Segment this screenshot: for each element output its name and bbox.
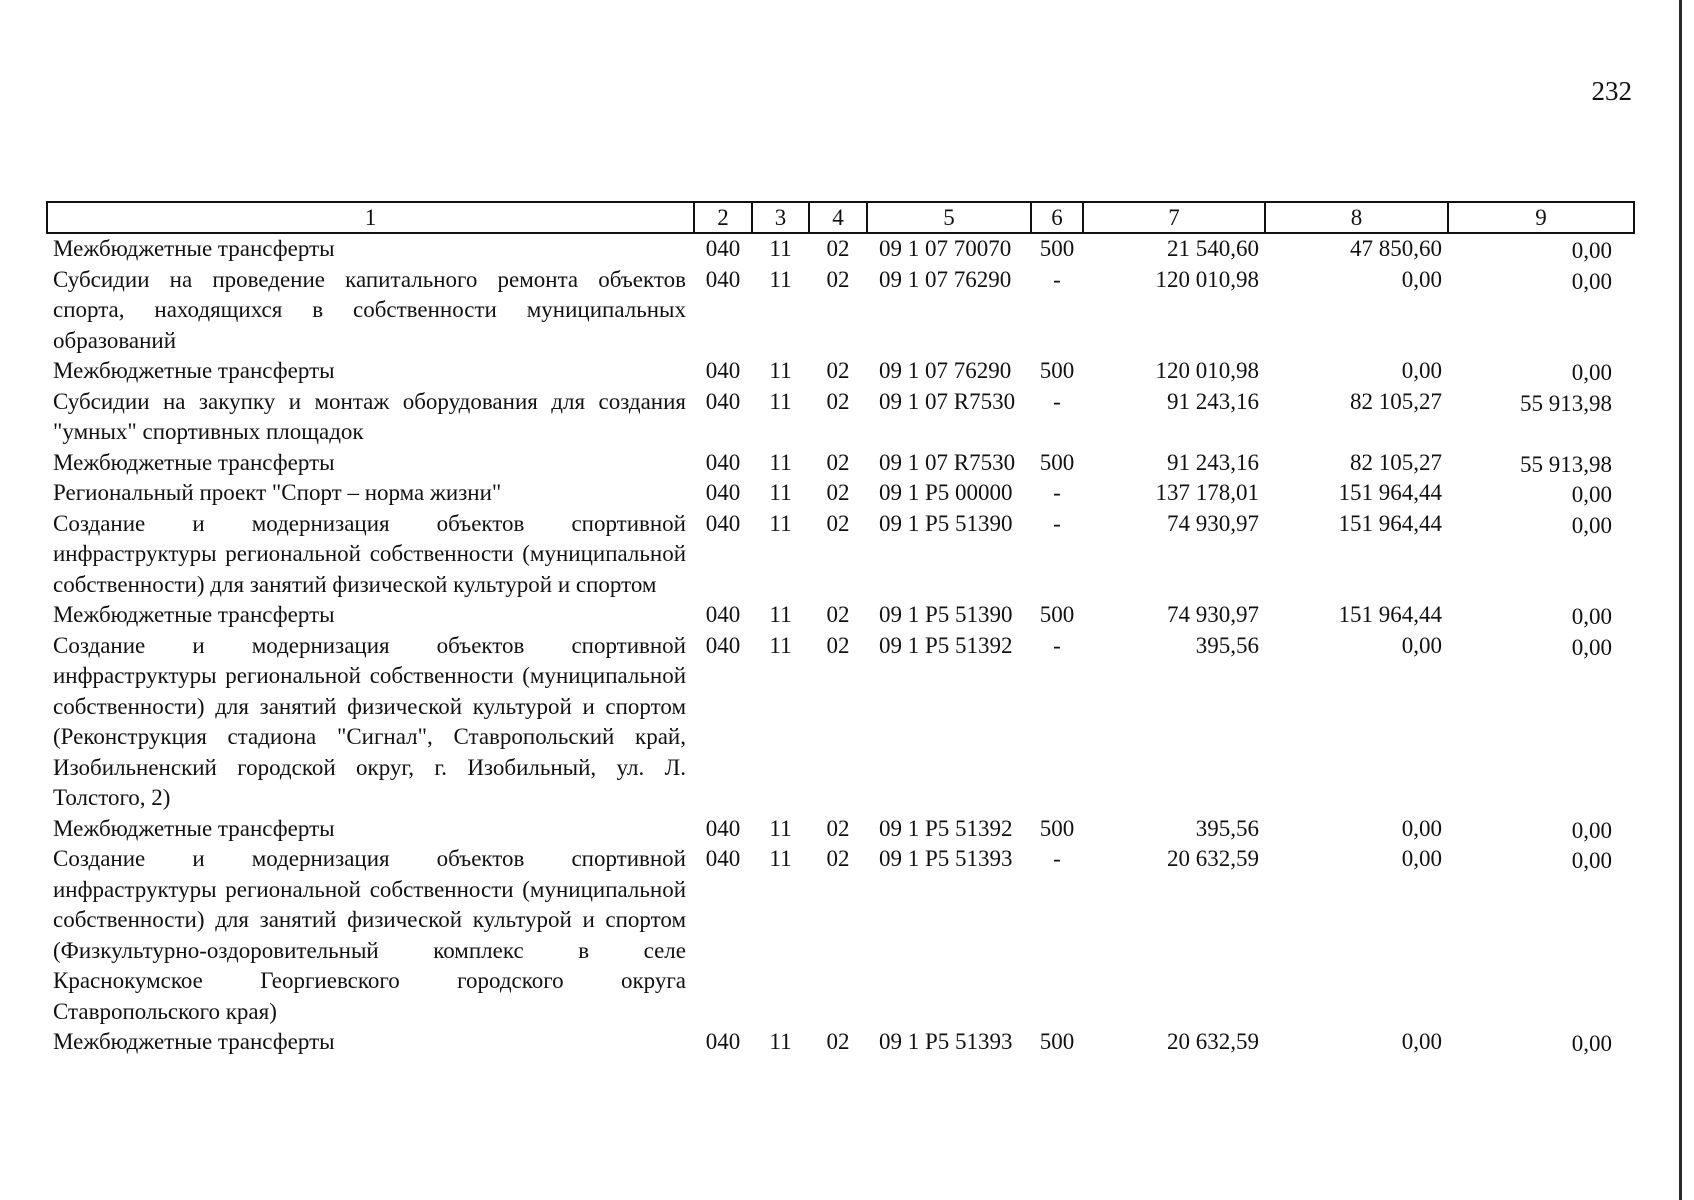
row-target-article: 09 1 P5 51393 xyxy=(879,846,1013,871)
row-description: Региональный проект "Спорт – норма жизни" xyxy=(53,480,502,505)
row-target-article: 09 1 07 R7530 xyxy=(879,388,1016,414)
row-subsection-code: 02 xyxy=(826,480,850,505)
row-ministry-code: 040 xyxy=(705,1029,741,1054)
row-target-article: 09 1 07 76290 xyxy=(879,266,1012,292)
column-header: 8 xyxy=(1265,202,1448,233)
row-description: Субсидии на закупку и монтаж оборудования для создания "умных" спортивных площадок xyxy=(53,388,686,444)
row-amount-year-3: 0,00 xyxy=(1571,268,1612,294)
row-expense-type: 500 xyxy=(1039,1029,1075,1054)
row-target-article: 09 1 07 70070 xyxy=(879,236,1012,261)
row-description: Межбюджетные трансферты xyxy=(53,236,335,261)
row-amount-year-2: 0,00 xyxy=(1401,846,1442,871)
column-header: 6 xyxy=(1031,202,1083,233)
row-target-article: 09 1 07 R7530 xyxy=(879,449,1016,475)
row-expense-type: 500 xyxy=(1039,358,1075,383)
row-expense-type: 500 xyxy=(1039,449,1075,475)
row-subsection-code: 02 xyxy=(826,632,850,658)
row-amount-year-3: 0,00 xyxy=(1571,634,1612,660)
row-ministry-code: 040 xyxy=(705,236,741,261)
row-amount-year-3: 0,00 xyxy=(1571,512,1612,538)
row-target-article: 09 1 P5 51393 xyxy=(879,1029,1013,1054)
column-header: 9 xyxy=(1448,202,1634,233)
row-subsection-code: 02 xyxy=(826,449,850,475)
row-amount-year-3: 0,00 xyxy=(1571,1031,1612,1056)
row-subsection-code: 02 xyxy=(826,510,850,536)
row-section-code: 11 xyxy=(769,815,792,841)
column-header: 2 xyxy=(694,202,752,233)
row-target-article: 09 1 P5 51392 xyxy=(879,632,1013,658)
row-expense-type: - xyxy=(1053,510,1061,536)
scan-edge-line xyxy=(1679,0,1682,1200)
row-amount-year-2: 151 964,44 xyxy=(1338,602,1442,627)
row-expense-type: 500 xyxy=(1039,236,1075,261)
table-row xyxy=(47,600,1634,631)
row-ministry-code: 040 xyxy=(705,632,741,658)
row-section-code: 11 xyxy=(769,1029,792,1054)
row-amount-year-2: 151 964,44 xyxy=(1338,480,1442,505)
row-description: Межбюджетные трансферты xyxy=(53,1029,335,1054)
row-amount-year-1: 91 243,16 xyxy=(1167,388,1259,414)
row-amount-year-3: 0,00 xyxy=(1571,360,1612,385)
row-amount-year-1: 91 243,16 xyxy=(1167,449,1259,475)
row-ministry-code: 040 xyxy=(705,846,741,871)
row-description: Создание и модернизация объектов спортивной инфраструктуры региональной собственности (муниципальной собственности) для занятий физической культурой и спортом (Реконструкция стадиона "Сигнал", Ставропольский край, Изобильненский городской округ, г. Изобильный, ул. Л. Толстого, 2) xyxy=(53,632,686,810)
row-subsection-code: 02 xyxy=(826,236,850,261)
row-subsection-code: 02 xyxy=(826,846,850,871)
row-amount-year-1: 21 540,60 xyxy=(1167,236,1259,261)
row-expense-type: - xyxy=(1053,388,1061,414)
row-description: Создание и модернизация объектов спортивной инфраструктуры региональной собственности (муниципальной собственности) для занятий физической культурой и спортом (Физкультурно-оздоровительный комплекс в селе Краснокумское Георгиевского городского округа Ставропольского края) xyxy=(53,846,686,1024)
row-amount-year-3: 0,00 xyxy=(1571,482,1612,507)
row-section-code: 11 xyxy=(769,602,792,627)
row-amount-year-1: 120 010,98 xyxy=(1155,358,1259,383)
table-row xyxy=(47,233,1634,265)
row-subsection-code: 02 xyxy=(826,602,850,627)
row-description: Межбюджетные трансферты xyxy=(53,815,335,841)
row-amount-year-1: 395,56 xyxy=(1195,632,1259,658)
row-ministry-code: 040 xyxy=(705,358,741,383)
row-amount-year-2: 0,00 xyxy=(1401,1029,1442,1054)
row-amount-year-1: 120 010,98 xyxy=(1155,266,1259,292)
table-row xyxy=(47,448,1634,479)
row-expense-type: - xyxy=(1053,846,1061,871)
row-amount-year-2: 0,00 xyxy=(1401,815,1442,841)
row-description: Межбюджетные трансферты xyxy=(53,449,335,475)
row-description: Субсидии на проведение капитального ремонта объектов спорта, находящихся в собственности муниципальных образований xyxy=(53,266,686,353)
row-expense-type: 500 xyxy=(1039,815,1075,841)
header-row xyxy=(47,202,1634,233)
row-subsection-code: 02 xyxy=(826,388,850,414)
row-expense-type: - xyxy=(1053,480,1061,505)
row-ministry-code: 040 xyxy=(705,480,741,505)
column-header: 5 xyxy=(867,202,1031,233)
row-amount-year-3: 55 913,98 xyxy=(1520,451,1612,477)
row-subsection-code: 02 xyxy=(826,358,850,383)
budget-table xyxy=(46,201,1635,1058)
row-section-code: 11 xyxy=(769,358,792,383)
row-amount-year-3: 0,00 xyxy=(1571,848,1612,873)
row-expense-type: 500 xyxy=(1039,602,1075,627)
row-amount-year-1: 137 178,01 xyxy=(1155,480,1259,505)
row-target-article: 09 1 07 76290 xyxy=(879,358,1012,383)
page-number: 232 xyxy=(1591,76,1632,106)
table-row xyxy=(47,509,1634,601)
row-section-code: 11 xyxy=(769,480,792,505)
row-target-article: 09 1 P5 00000 xyxy=(879,480,1013,505)
row-section-code: 11 xyxy=(769,388,792,414)
row-description: Создание и модернизация объектов спортивной инфраструктуры региональной собственности (муниципальной собственности) для занятий физической культурой и спортом xyxy=(53,510,686,597)
row-ministry-code: 040 xyxy=(705,510,741,536)
row-amount-year-3: 0,00 xyxy=(1571,238,1612,263)
row-target-article: 09 1 P5 51390 xyxy=(879,510,1013,536)
row-subsection-code: 02 xyxy=(826,266,850,292)
row-amount-year-1: 20 632,59 xyxy=(1167,846,1259,871)
column-header: 3 xyxy=(752,202,809,233)
table-row xyxy=(47,814,1634,845)
row-ministry-code: 040 xyxy=(705,815,741,841)
row-ministry-code: 040 xyxy=(705,602,741,627)
row-section-code: 11 xyxy=(769,632,792,658)
row-subsection-code: 02 xyxy=(826,1029,850,1054)
row-target-article: 09 1 P5 51390 xyxy=(879,602,1013,627)
table-row xyxy=(47,1027,1634,1058)
row-amount-year-2: 0,00 xyxy=(1401,266,1442,292)
row-subsection-code: 02 xyxy=(826,815,850,841)
row-section-code: 11 xyxy=(769,449,792,475)
row-amount-year-1: 74 930,97 xyxy=(1167,510,1259,536)
table-row xyxy=(47,387,1634,448)
row-amount-year-2: 0,00 xyxy=(1401,632,1442,658)
row-expense-type: - xyxy=(1053,266,1061,292)
column-header: 1 xyxy=(47,202,694,233)
table-row xyxy=(47,356,1634,387)
row-amount-year-3: 0,00 xyxy=(1571,604,1612,629)
column-header: 7 xyxy=(1083,202,1265,233)
table-row xyxy=(47,478,1634,509)
row-ministry-code: 040 xyxy=(705,449,741,475)
row-amount-year-1: 74 930,97 xyxy=(1167,602,1259,627)
column-header: 4 xyxy=(809,202,867,233)
row-section-code: 11 xyxy=(769,846,792,871)
row-amount-year-2: 0,00 xyxy=(1401,358,1442,383)
row-description: Межбюджетные трансферты xyxy=(53,358,335,383)
row-section-code: 11 xyxy=(769,236,792,261)
row-amount-year-1: 20 632,59 xyxy=(1167,1029,1259,1054)
row-section-code: 11 xyxy=(769,510,792,536)
table-row xyxy=(47,844,1634,1027)
row-expense-type: - xyxy=(1053,632,1061,658)
row-amount-year-1: 395,56 xyxy=(1195,815,1259,841)
row-amount-year-2: 82 105,27 xyxy=(1350,449,1442,475)
row-amount-year-2: 151 964,44 xyxy=(1338,510,1442,536)
row-amount-year-3: 55 913,98 xyxy=(1520,390,1612,416)
row-target-article: 09 1 P5 51392 xyxy=(879,815,1013,841)
row-section-code: 11 xyxy=(769,266,792,292)
row-description: Межбюджетные трансферты xyxy=(53,602,335,627)
row-ministry-code: 040 xyxy=(705,266,741,292)
table-row xyxy=(47,631,1634,814)
row-amount-year-2: 82 105,27 xyxy=(1350,388,1442,414)
table-row xyxy=(47,265,1634,357)
row-amount-year-2: 47 850,60 xyxy=(1350,236,1442,261)
row-ministry-code: 040 xyxy=(705,388,741,414)
row-amount-year-3: 0,00 xyxy=(1571,817,1612,843)
